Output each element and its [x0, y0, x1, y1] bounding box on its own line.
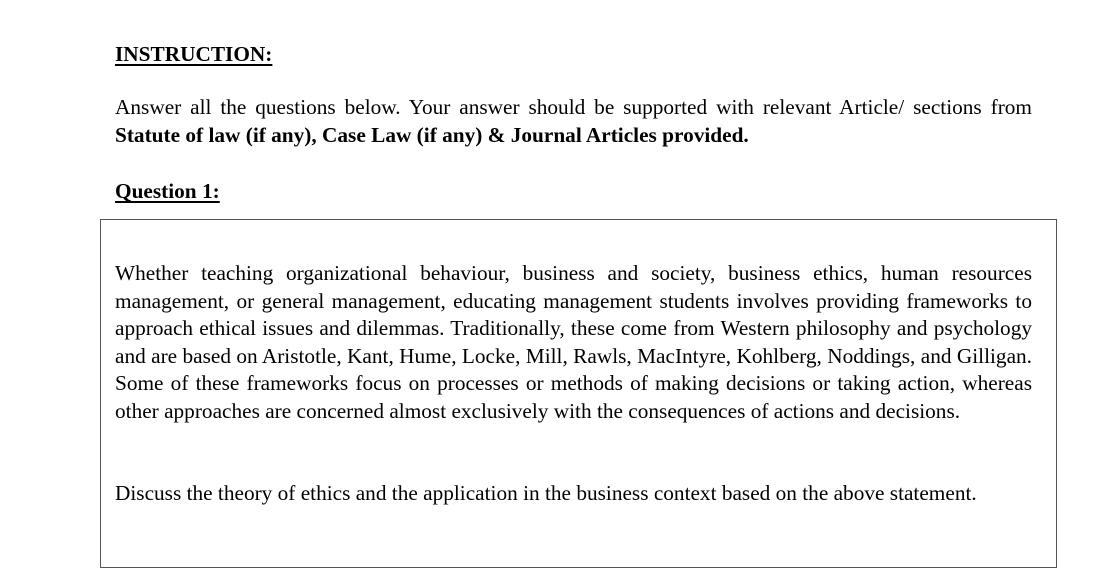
- question-1-paragraph-1: Whether teaching organizational behaviour, business and society, business ethics, human resources management, or general management, educating management students involves providing frameworks to approach ethical issues and dilemmas. Traditionally, these come from Western philosophy and psychology and are based on Aristotle, Kant, Hume, Locke, Mill, Rawls, MacIntyre, Kohlberg, Noddings, and Gilligan. Some of these frameworks focus on processes or methods of making decisions or taking action, whereas other approaches are concerned almost exclusively with the consequences of actions and decisions.: [115, 261, 1032, 423]
- instruction-heading: INSTRUCTION:: [115, 42, 273, 66]
- instruction-paragraph: [115, 94, 1032, 149]
- instruction-text-bold: Statute of law (if any), Case Law (if any) & Journal Articles provided.: [115, 122, 749, 147]
- question-1-paragraph-2: Discuss the theory of ethics and the application in the business context based on the above statement.: [115, 481, 977, 505]
- instruction-text: Answer all the questions below. Your answer should be supported with relevant Article/ sections from: [115, 95, 1032, 119]
- question-1-heading: Question 1:: [115, 179, 220, 203]
